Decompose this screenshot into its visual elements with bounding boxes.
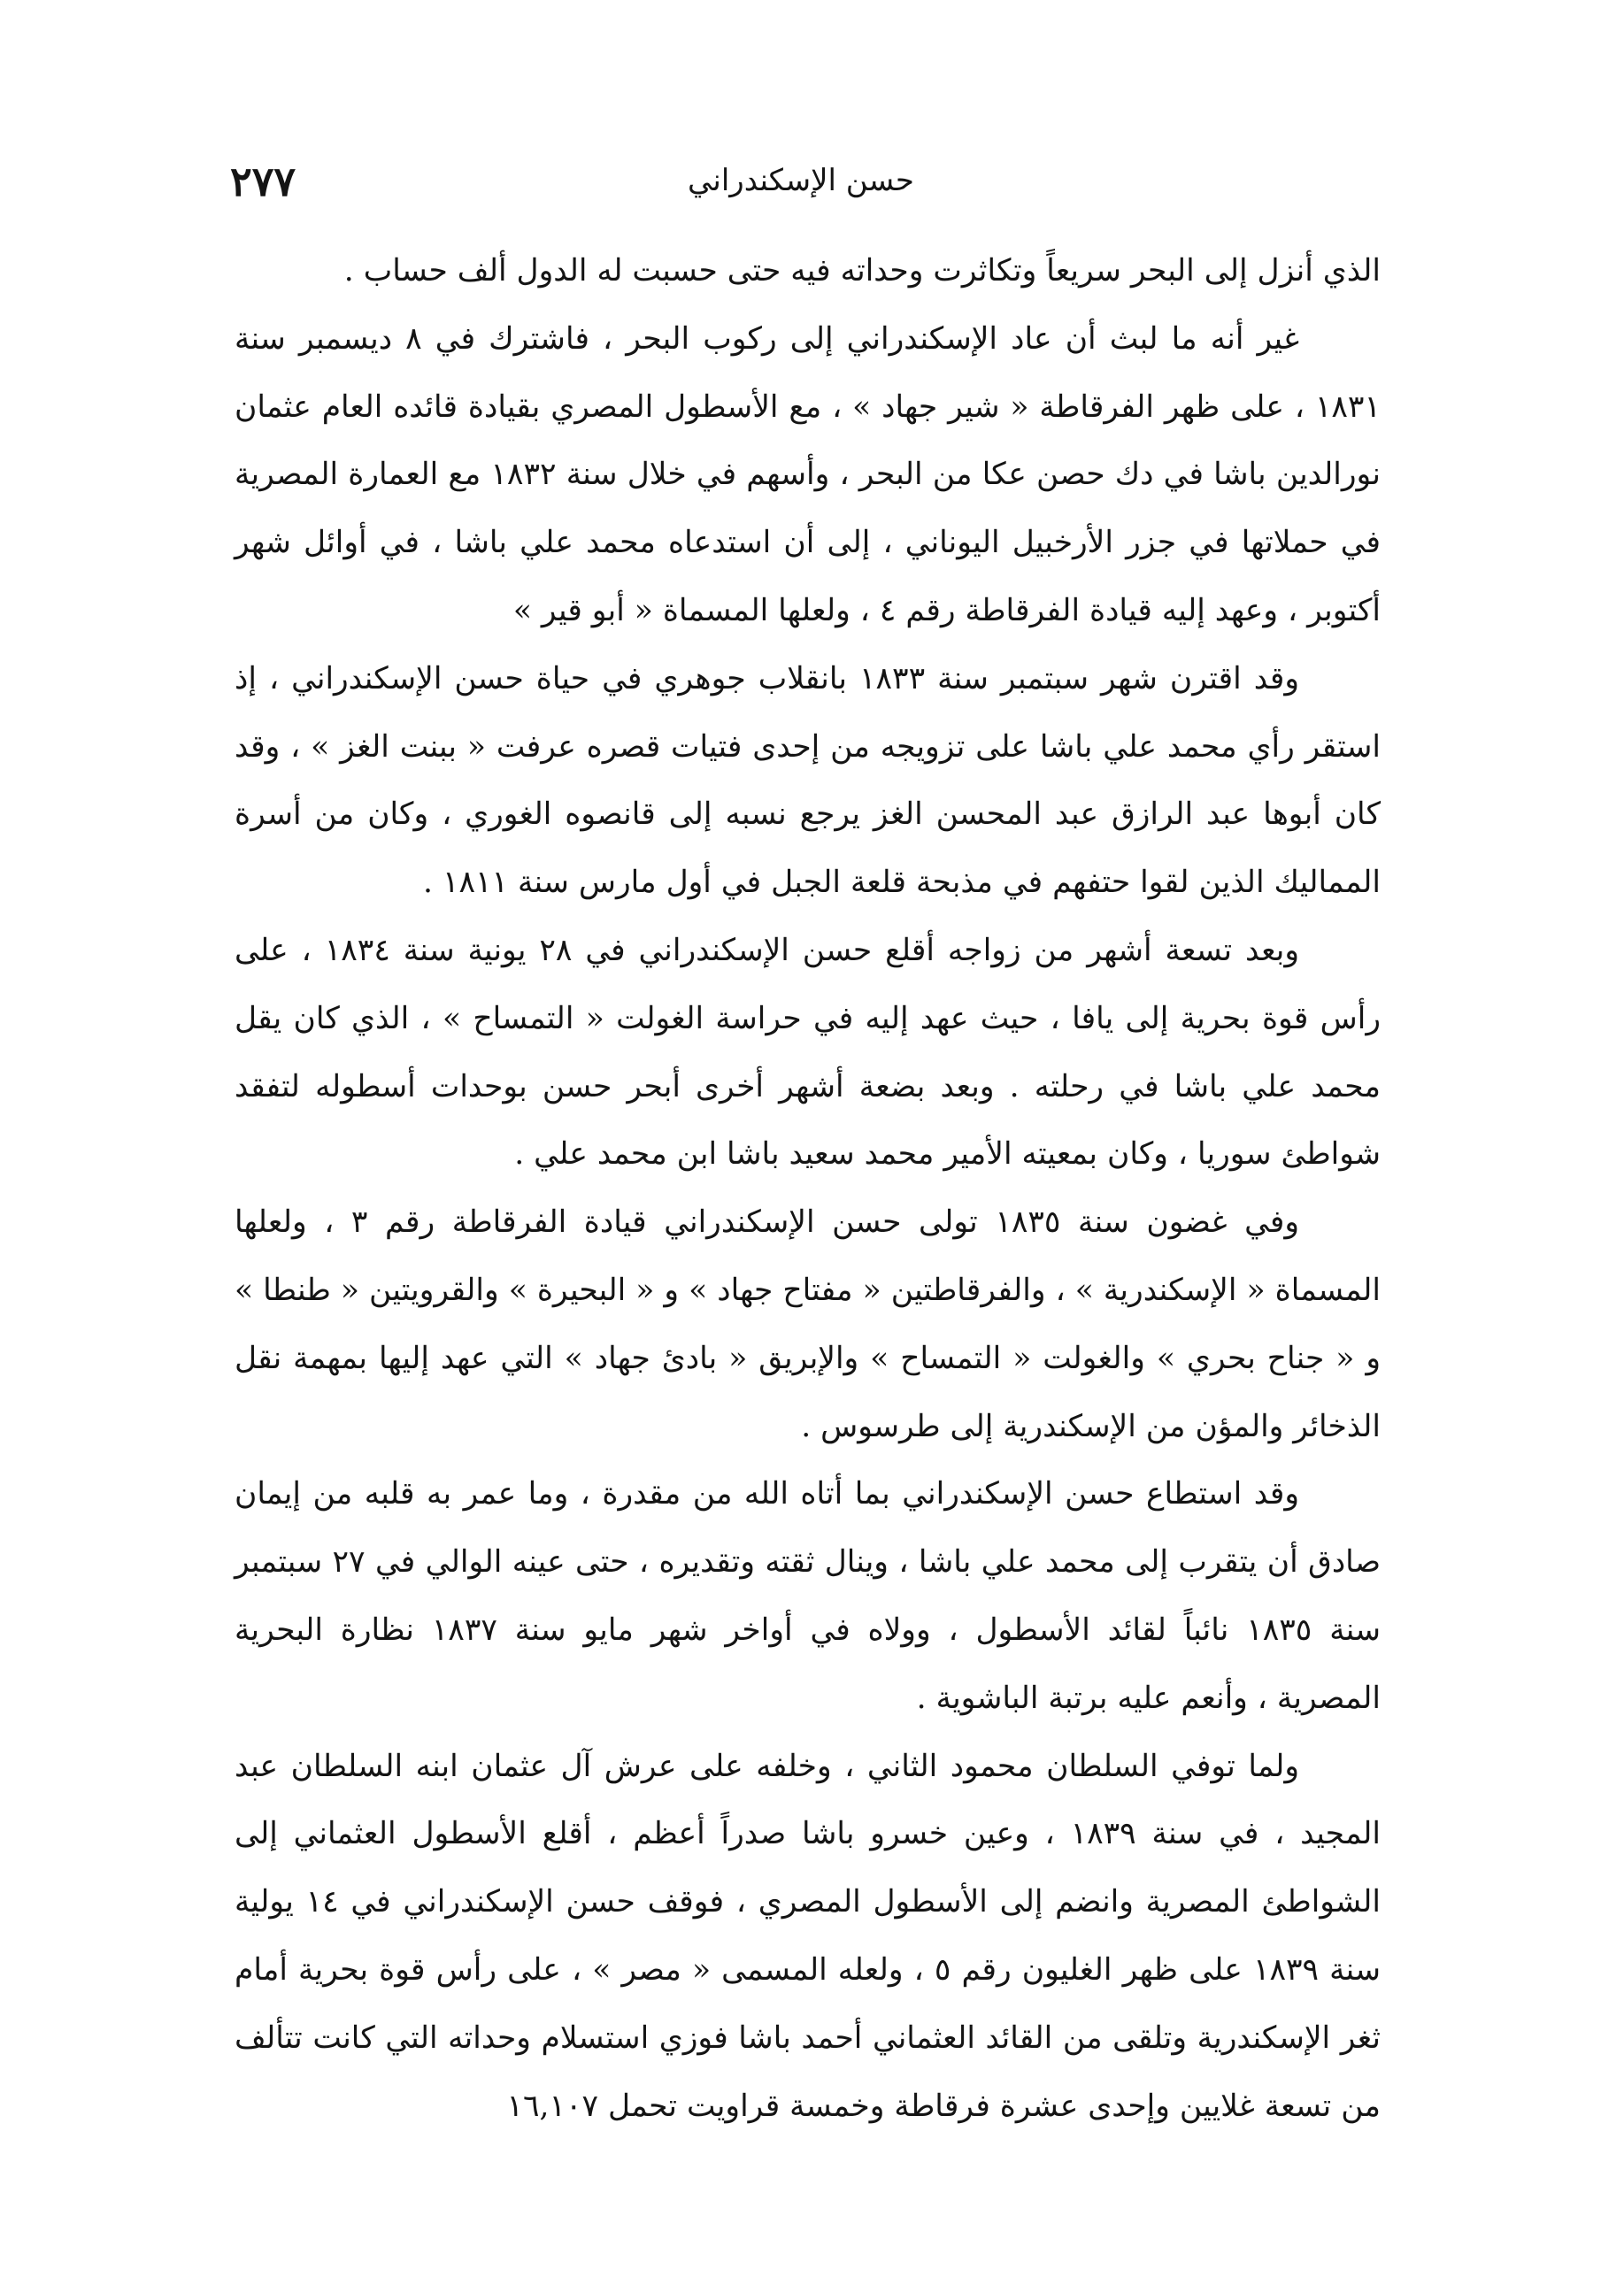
page-number: ٢٧٧ — [230, 158, 296, 205]
paragraph: وقد اقترن شهر سبتمبر سنة ١٨٣٣ بانقلاب جوهري في حياة حسن الإسكندراني ، إذ استقر رأي محمد علي باشا على تزويجه من إحدى فتيات قصره عرفت « ببنت الغز » ، وقد كان أبوها عبد الرازق عبد المحسن الغز يرجع نسبه إلى قانصوه الغوري ، وكان من أسرة المماليك الذين لقوا حتفهم في مذبحة قلعة الجبل في أول مارس سنة ١٨١١ . — [235, 660, 1381, 901]
running-title: حسن الإسكندراني — [688, 163, 914, 198]
paragraph: غير أنه ما لبث أن عاد الإسكندراني إلى ركوب البحر ، فاشترك في ٨ ديسمبر سنة ١٨٣١ ، على ظهر الفرقاطة « شير جهاد » ، مع الأسطول المصري بقيادة قائده العام عثمان نورالدين باشا في دك حصن عكا من البحر ، وأسهم في خلال سنة ١٨٣٢ مع العمارة المصرية في حملاتها في جزر الأرخبيل اليوناني ، إلى أن استدعاه محمد علي باشا ، في أوائل شهر أكتوبر ، وعهد إليه قيادة الفرقاطة رقم ٤ ، ولعلها المسماة « أبو قير » — [235, 320, 1381, 628]
running-header — [230, 158, 1372, 211]
paragraph: وبعد تسعة أشهر من زواجه أقلع حسن الإسكندراني في ٢٨ يونية سنة ١٨٣٤ ، على رأس قوة بحرية إلى يافا ، حيث عهد إليه في حراسة الغولت « التمساح » ، الذي كان يقل محمد علي باشا في رحلته . وبعد بضعة أشهر أخرى أبحر حسن بوحدات أسطوله لتفقد شواطئ سوريا ، وكان بمعيته الأمير محمد سعيد باشا ابن محمد علي . — [235, 932, 1381, 1173]
paragraph: وفي غضون سنة ١٨٣٥ تولى حسن الإسكندراني قيادة الفرقاطة رقم ٣ ، ولعلها المسماة « الإسكندرية » ، والفرقاطتين « مفتاح جهاد » و « البحيرة » والقرويتين « طنطا » و « جناح بحري » والغولت « التمساح » والإبريق « بادئ جهاد » التي عهد إليها بمهمة نقل الذخائر والمؤن من الإسكندرية إلى طرسوس . — [235, 1204, 1381, 1444]
paragraph-continuation: الذي أنزل إلى البحر سريعاً وتكاثرت وحداته فيه حتى حسبت له الدول ألف حساب . — [343, 253, 1381, 289]
paragraph: وقد استطاع حسن الإسكندراني بما أتاه الله من مقدرة ، وما عمر به قلبه من إيمان صادق أن يتقرب إلى محمد علي باشا ، وينال ثقته وتقديره ، حتى عينه الوالي في ٢٧ سبتمبر سنة ١٨٣٥ نائباً لقائد الأسطول ، وولاه في أواخر شهر مايو سنة ١٨٣٧ نظارة البحرية المصرية ، وأنعم عليه برتبة الباشوية . — [235, 1476, 1382, 1716]
body-text — [235, 237, 1381, 2140]
paragraph: ولما توفي السلطان محمود الثاني ، وخلفه على عرش آل عثمان ابنه السلطان عبد المجيد ، في سنة ١٨٣٩ ، وعين خسرو باشا صدراً أعظم ، أقلع الأسطول العثماني إلى الشواطئ المصرية وانضم إلى الأسطول المصري ، فوقف حسن الإسكندراني في ١٤ يولية سنة ١٨٣٩ على ظهر الغليون رقم ٥ ، ولعله المسمى « مصر » ، على رأس قوة بحرية أمام ثغر الإسكندرية وتلقى من القائد العثماني أحمد باشا فوزي استسلام وحداته التي كانت تتألف من تسعة غلايين وإحدى عشرة فرقاطة وخمسة قراويت تحمل ١٦,١٠٧ — [235, 1748, 1381, 2124]
